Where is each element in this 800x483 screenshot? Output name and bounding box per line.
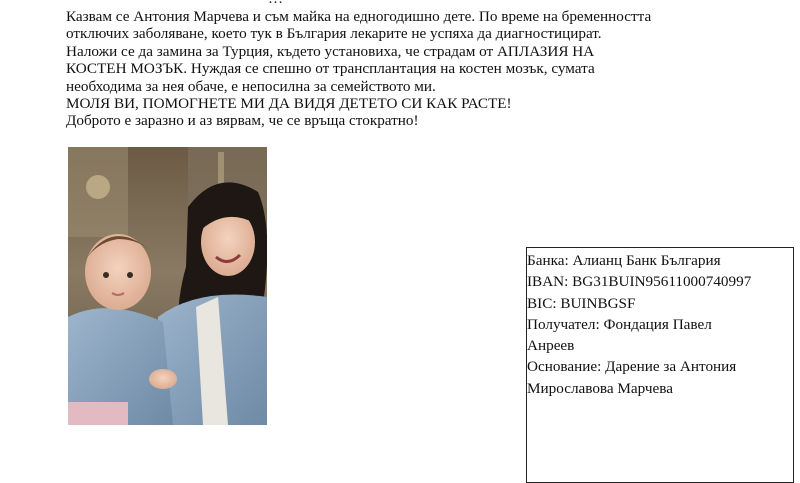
iban-line: IBAN: BG31BUIN95611000740997 — [527, 273, 752, 291]
appeal-line: КОСТЕН МОЗЪК. Нуждая се спешно от трансплантация на костен мозък, сумата — [66, 60, 595, 78]
appeal-line: необходима за нея обаче, е непосилна за семейството ми. — [66, 77, 436, 95]
appeal-line: отключих заболяване, което тук в България лекарите не успяха да диагностицират. — [66, 25, 602, 43]
bic-line: BIC: BUINBGSF — [527, 294, 636, 312]
recipient-line: Получател: Фондация Павел — [527, 315, 712, 333]
recipient-line-cont: Анреев — [527, 337, 575, 355]
purpose-line-cont: Мирославова Марчева — [527, 379, 673, 397]
appeal-line: Казвам се Антония Марчева и съм майка на едногодишно дете. По време на бременността — [66, 8, 652, 25]
bank-name-line: Банка: Алианц Банк България — [527, 252, 721, 269]
appeal-text — [66, 8, 766, 130]
cropped-header-text — [268, 0, 283, 7]
appeal-plea-line: МОЛЯ ВИ, ПОМОГНЕТЕ МИ ДА ВИДЯ ДЕТЕТО СИ КАК РАСТЕ! — [66, 95, 512, 113]
appeal-line: Наложи се да замина за Турция, където установиха, че страдам от АПЛАЗИЯ НА — [66, 42, 595, 60]
bank-details-box — [526, 247, 794, 483]
mother-and-child-photo — [68, 147, 267, 425]
purpose-line: Основание: Дарение за Антония — [527, 358, 737, 376]
appeal-closing-line: Доброто е заразно и аз вярвам, че се връща стократно! — [66, 112, 419, 130]
